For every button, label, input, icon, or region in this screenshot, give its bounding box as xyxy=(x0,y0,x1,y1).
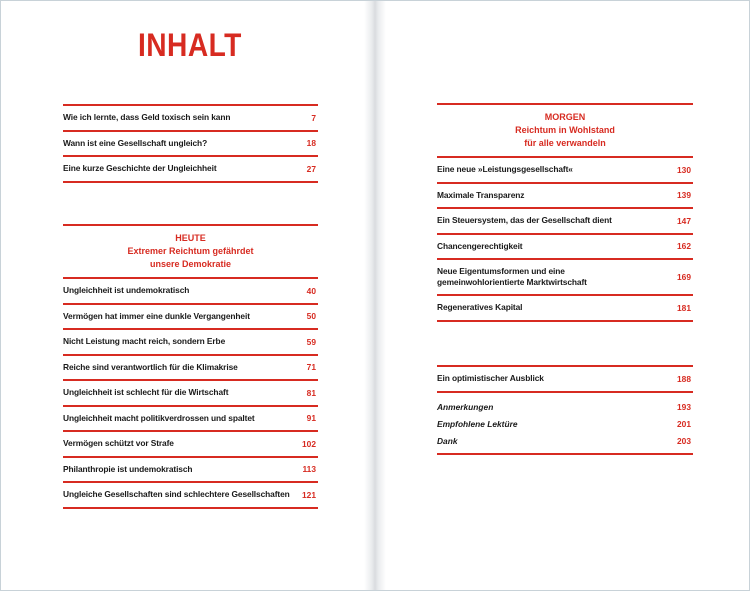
section-subtitle: für alle verwandeln xyxy=(524,138,606,149)
toc-entry[interactable] xyxy=(437,367,693,393)
section-heading xyxy=(63,226,318,279)
toc-entry-page: 71 xyxy=(306,362,316,373)
section-label: HEUTE xyxy=(175,233,206,243)
toc-entry-title: Vermögen schützt vor Strafe xyxy=(63,438,174,449)
toc-entry-page: 18 xyxy=(306,138,316,149)
toc-entry[interactable] xyxy=(63,356,318,382)
toc-entry-page: 50 xyxy=(306,311,316,322)
toc-entry-title: Reiche sind verantwortlich für die Klimakrise xyxy=(63,361,238,372)
toc-entry-page: 121 xyxy=(302,489,316,500)
toc-entry-title: Ungleichheit ist undemokratisch xyxy=(63,285,190,296)
toc-entry[interactable] xyxy=(437,399,693,416)
toc-entry-page: 91 xyxy=(306,413,316,424)
toc-entry-page: 162 xyxy=(677,241,691,252)
toc-entry[interactable] xyxy=(63,458,318,484)
toc-entry-page: 201 xyxy=(677,419,691,429)
toc-entry-page: 203 xyxy=(677,436,691,446)
toc-entry[interactable] xyxy=(437,416,693,433)
toc-entry-page: 59 xyxy=(306,336,316,347)
book-gutter xyxy=(364,1,386,590)
toc-entry[interactable] xyxy=(63,305,318,331)
toc-entry-title: Nicht Leistung macht reich, sondern Erbe xyxy=(63,336,226,347)
toc-entry[interactable] xyxy=(63,330,318,356)
section-subtitle: Extremer Reichtum gefährdet xyxy=(127,246,254,257)
toc-entry-title: Neue Eigentumsformen und eine gemeinwohlorientierte Marktwirtschaft xyxy=(437,266,587,288)
toc-entry-page: 193 xyxy=(677,402,691,412)
toc-entry-page: 102 xyxy=(302,438,316,449)
toc-entry-title: Dank xyxy=(437,436,458,446)
toc-entry-title: Maximale Transparenz xyxy=(437,189,525,200)
toc-entry-title: Wann ist eine Gesellschaft ungleich? xyxy=(63,137,208,148)
toc-entry[interactable] xyxy=(63,106,318,132)
toc-entry-title: Regeneratives Kapital xyxy=(437,302,523,313)
toc-appendix-section xyxy=(437,365,693,455)
section-rule xyxy=(437,453,693,455)
toc-entry-page: 40 xyxy=(306,285,316,296)
toc-entry-title: Philanthropie ist undemokratisch xyxy=(63,463,193,474)
toc-entry[interactable] xyxy=(63,432,318,458)
toc-entry-page: 7 xyxy=(311,112,316,123)
toc-intro-section xyxy=(63,104,318,183)
toc-entry-page: 27 xyxy=(306,163,316,174)
section-heading xyxy=(437,105,693,158)
toc-entry-title: Anmerkungen xyxy=(437,402,494,412)
toc-entry-title: Eine kurze Geschichte der Ungleichheit xyxy=(63,163,217,174)
page-title: INHALT xyxy=(138,27,242,63)
toc-entry-page: 81 xyxy=(306,387,316,398)
section-subtitle: unsere Demokratie xyxy=(149,259,232,270)
toc-entry-page: 113 xyxy=(302,464,316,475)
toc-entry[interactable] xyxy=(437,433,693,450)
toc-entry-title: Ungleichheit macht politikverdrossen und spaltet xyxy=(63,412,255,423)
section-label: MORGEN xyxy=(544,112,586,122)
toc-entry-page: 130 xyxy=(677,164,691,175)
toc-entry[interactable] xyxy=(437,235,693,261)
toc-entry[interactable] xyxy=(437,158,693,184)
toc-entry-title: Wie ich lernte, dass Geld toxisch sein kann xyxy=(63,112,231,123)
toc-entry-title: Ungleiche Gesellschaften sind schlechtere Gesellschaften xyxy=(63,489,290,500)
toc-entry[interactable] xyxy=(63,132,318,158)
toc-heute-section xyxy=(63,224,318,509)
toc-entry-page: 188 xyxy=(677,373,691,384)
toc-entry-page: 181 xyxy=(677,302,691,313)
toc-entry[interactable] xyxy=(437,209,693,235)
toc-entry-title: Chancengerechtigkeit xyxy=(437,240,523,251)
toc-entry-title: Empfohlene Lektüre xyxy=(437,419,518,429)
toc-entry[interactable] xyxy=(63,483,318,509)
toc-entry[interactable] xyxy=(437,184,693,210)
toc-entry-page: 147 xyxy=(677,215,691,226)
toc-entry[interactable] xyxy=(63,157,318,183)
toc-entry-title: Ungleichheit ist schlecht für die Wirtschaft xyxy=(63,387,229,398)
toc-entry-title: Eine neue »Leistungsgesellschaft« xyxy=(437,164,573,175)
toc-entry-title: Vermögen hat immer eine dunkle Vergangenheit xyxy=(63,310,250,321)
toc-entry[interactable] xyxy=(437,260,693,296)
toc-entry-page: 169 xyxy=(677,272,691,283)
toc-entry[interactable] xyxy=(437,296,693,322)
toc-entry[interactable] xyxy=(63,279,318,305)
toc-entry[interactable] xyxy=(63,407,318,433)
section-subtitle: Reichtum in Wohlstand xyxy=(515,125,615,136)
toc-entry-page: 139 xyxy=(677,190,691,201)
toc-entry[interactable] xyxy=(63,381,318,407)
toc-morgen-section xyxy=(437,103,693,322)
toc-entry-title: Ein Steuersystem, das der Gesellschaft dient xyxy=(437,215,612,226)
toc-entry-title: Ein optimistischer Ausblick xyxy=(437,373,544,384)
